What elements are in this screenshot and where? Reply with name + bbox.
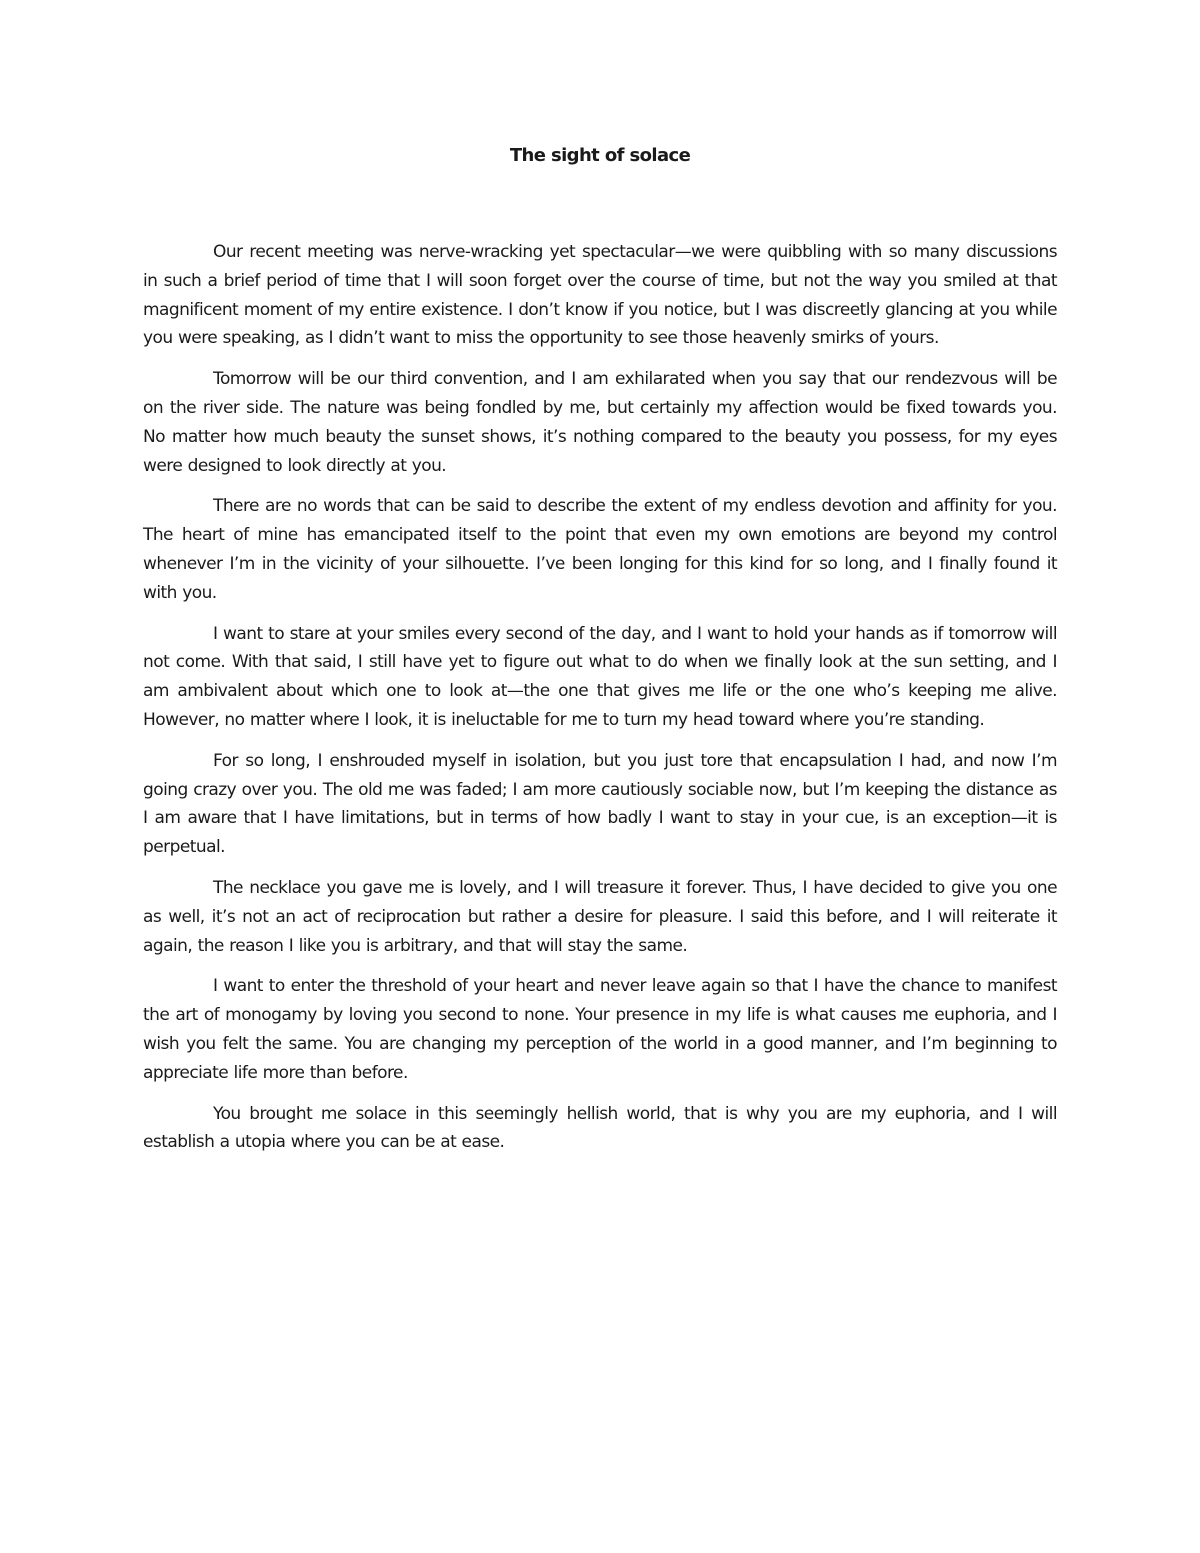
paragraph-7: I want to enter the threshold of your heart and never leave again so that I have the chance to manifest the art of monogamy by loving you second to none. Your presence in my life is what causes me euphoria, and I wish you felt the same. You are changing my perception of the world in a good manner, and I’m beginning to appreciate life more than before.: [143, 976, 1057, 1083]
paragraph-4: I want to stare at your smiles every second of the day, and I want to hold your hands as if tomorrow will not come. With that said, I still have yet to figure out what to do when we finally look at the sun setting, and I am ambivalent about which one to look at—the one that gives me life or the one who’s keeping me alive. However, no matter where I look, it is ineluctable for me to turn my head toward where you’re standing.: [143, 623, 1057, 730]
paragraph-6: The necklace you gave me is lovely, and I will treasure it forever. Thus, I have decided to give you one as well, it’s not an act of reciprocation but rather a desire for pleasure. I said this before, and I will reiterate it again, the reason I like you is arbitrary, and that will stay the same.: [143, 877, 1057, 956]
paragraph-2: Tomorrow will be our third convention, and I am exhilarated when you say that our rendezvous will be on the river side. The nature was being fondled by me, but certainly my affection would be fixed towards you. No matter how much beauty the sunset shows, it’s nothing compared to the beauty you possess, for my eyes were designed to look directly at you.: [143, 369, 1057, 476]
paragraph-8: You brought me solace in this seemingly hellish world, that is why you are my euphoria, and I will establish a utopia where you can be at ease.: [143, 1103, 1057, 1153]
paragraph-3: There are no words that can be said to describe the extent of my endless devotion and affinity for you. The heart of mine has emancipated itself to the point that even my own emotions are beyond my control whenever I’m in the vicinity of your silhouette. I’ve been longing for this kind for so long, and I finally found it with you.: [143, 496, 1057, 603]
paragraph-1: Our recent meeting was nerve-wracking yet spectacular—we were quibbling with so many discussions in such a brief period of time that I will soon forget over the course of time, but not the way you smiled at that magnificent moment of my entire existence. I don’t know if you notice, but I was discreetly glancing at you while you were speaking, as I didn’t want to miss the opportunity to see those heavenly smirks of yours.: [143, 242, 1057, 349]
document-title: The sight of solace: [509, 145, 691, 166]
paragraph-5: For so long, I enshrouded myself in isolation, but you just tore that encapsulation I had, and now I’m going crazy over you. The old me was faded; I am more cautiously sociable now, but I’m keeping the distance as I am aware that I have limitations, but in terms of how badly I want to stay in your cue, is an exception—it is perpetual.: [143, 750, 1057, 858]
